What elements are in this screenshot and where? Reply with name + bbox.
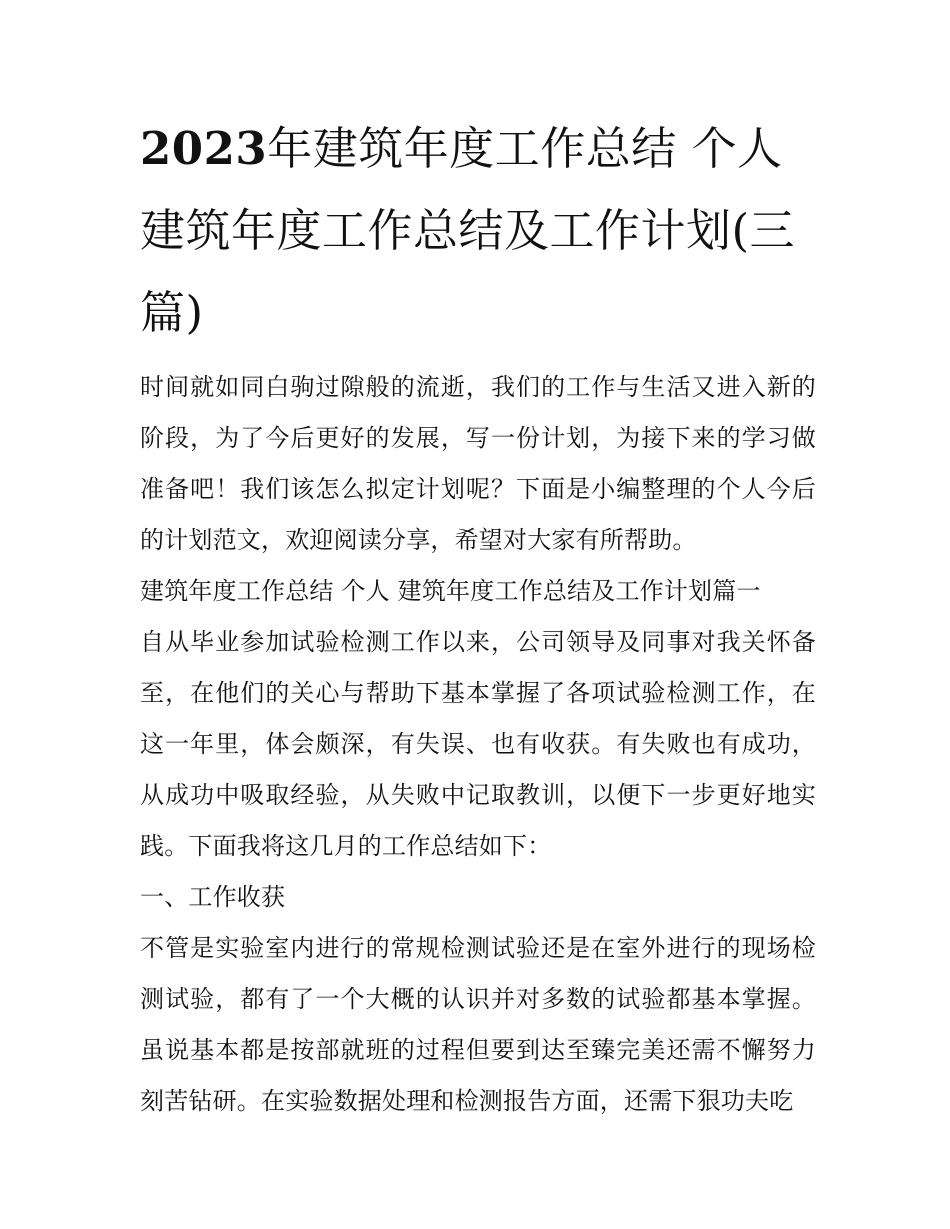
body-paragraph-2: 不管是实验室内进行的常规检测试验还是在室外进行的现场检测试验，都有了一个大概的认识并对多数的试验都基本掌握。虽说基本都是按部就班的过程但要到达至臻完美还需不懈努力刻苦钻研。在实验数据处理和检测报告方面，还需下狠功夫吃 xyxy=(140,934,816,1115)
subheading-work-gains: 一、工作收获 xyxy=(140,883,286,911)
title-text: 年建筑年度工作总结 个人 建筑年度工作总结及工作计划(三篇) xyxy=(140,122,796,339)
document-title xyxy=(140,108,816,354)
title-year: 2023 xyxy=(140,122,268,175)
section-title: 建筑年度工作总结 个人 建筑年度工作总结及工作计划篇一 xyxy=(140,577,761,605)
document-page xyxy=(140,108,816,1127)
intro-paragraph: 时间就如同白驹过隙般的流逝，我们的工作与生活又进入新的阶段，为了今后更好的发展，写一份计划，为接下来的学习做准备吧！我们该怎么拟定计划呢？下面是小编整理的个人今后的计划范文，欢迎阅读分享，希望对大家有所帮助。 xyxy=(140,373,816,554)
body-paragraph-1: 自从毕业参加试验检测工作以来，公司领导及同事对我关怀备至，在他们的关心与帮助下基本掌握了各项试验检测工作，在这一年里，体会颇深，有失误、也有收获。有失败也有成功，从成功中吸取经验，从失败中记取教训，以便下一步更好地实践。下面我将这几月的工作总结如下： xyxy=(140,628,816,860)
